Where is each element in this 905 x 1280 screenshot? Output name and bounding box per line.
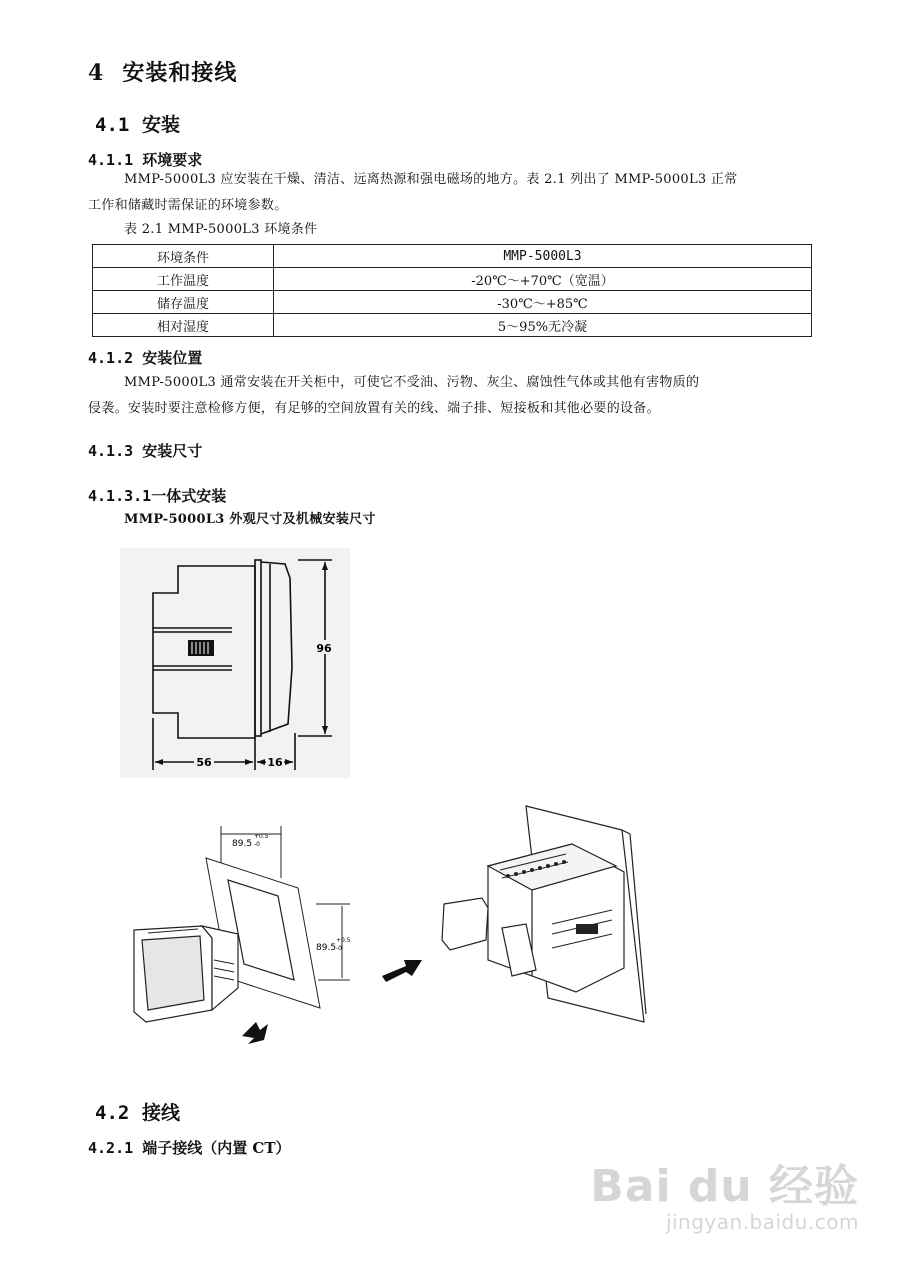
- heading-4-1-2: [88, 347, 202, 368]
- dim-height-label: 96: [316, 642, 332, 655]
- table-cell: 储存温度: [93, 291, 274, 314]
- table-cell: -30℃～+85℃: [274, 291, 812, 314]
- dim-cutout-height: 89.5: [316, 943, 337, 953]
- heading-number: 4.1.2: [88, 349, 134, 367]
- paragraph-line: 侵袭。安装时要注意检修方便，有足够的空间放置有关的线、端子排、短接板和其他必要的设备。: [88, 401, 660, 416]
- subsection-heading-4-2: [95, 1098, 180, 1125]
- clip-mounting-drawing: [376, 800, 666, 1032]
- heading-number: 4.2.1: [88, 1139, 134, 1157]
- table-header-cell: 环境条件: [93, 245, 274, 268]
- dim-cutout-width: 89.5: [232, 839, 253, 849]
- heading-title: 一体式安装: [151, 487, 227, 505]
- figure-caption: MMP-5000L3 外观尺寸及机械安装尺寸: [124, 512, 376, 527]
- paragraph-line: MMP-5000L3 通常安装在开关柜中，可使它不受油、污物、灰尘、腐蚀性气体或其他有害物质的: [124, 375, 700, 390]
- dim-tol-plus: +0.5: [336, 937, 351, 944]
- table-header-cell: MMP-5000L3: [274, 245, 812, 268]
- dim-front-label: 16: [267, 756, 283, 769]
- side-view-drawing: [120, 548, 350, 778]
- section-heading: [88, 56, 237, 87]
- heading-number: 4.1.1: [88, 151, 134, 169]
- baidu-watermark: [590, 1150, 859, 1234]
- panel-cutout-drawing: [128, 818, 368, 1050]
- watermark-logo: Bai du 经验: [590, 1161, 859, 1212]
- dim-tol-minus: -0: [254, 841, 260, 848]
- heading-number: 4.1.3.1: [88, 487, 152, 505]
- heading-4-1-3-1: [88, 485, 226, 506]
- table-cell: 相对湿度: [93, 314, 274, 337]
- table-caption: 表 2.1 MMP-5000L3 环境条件: [124, 222, 318, 237]
- heading-title: 安装位置: [142, 349, 203, 367]
- meter-body: [134, 926, 238, 1022]
- table-row: [93, 268, 812, 291]
- heading-title: 环境要求: [142, 151, 203, 169]
- subsection-heading-4-1: [95, 110, 180, 137]
- heading-4-2-1: [88, 1137, 291, 1158]
- table-cell: -20℃～+70℃（宽温）: [274, 268, 812, 291]
- section-number: 4: [88, 60, 105, 86]
- table-row: [93, 291, 812, 314]
- paragraph-line: MMP-5000L3 应安装在干燥、清洁、远离热源和强电磁场的地方。表 2.1 列出了 MMP-5000L3 正常: [124, 172, 738, 187]
- paragraph-line: 工作和储藏时需保证的环境参数。: [88, 198, 288, 213]
- environment-table: [92, 244, 812, 337]
- dim-depth-label: 56: [196, 756, 212, 769]
- heading-title: 端子接线（内置 CT）: [142, 1139, 291, 1157]
- section-title: 安装和接线: [122, 60, 238, 86]
- heading-number: 4.1.3: [88, 442, 134, 460]
- watermark-url: jingyan.baidu.com: [665, 1210, 859, 1234]
- dim-tol-plus: +0.5: [254, 833, 269, 840]
- subsection-number: 4.2: [95, 1102, 130, 1124]
- table-cell: 工作温度: [93, 268, 274, 291]
- subsection-title: 安装: [141, 114, 180, 136]
- dim-tol-minus: -0: [336, 945, 342, 952]
- heading-4-1-3: [88, 440, 202, 461]
- attach-arrow-icon: [382, 960, 422, 982]
- table-cell: 5～95%无冷凝: [274, 314, 812, 337]
- heading-title: 安装尺寸: [142, 442, 203, 460]
- subsection-title: 接线: [141, 1102, 180, 1124]
- table-row: [93, 245, 812, 268]
- subsection-number: 4.1: [95, 114, 130, 136]
- table-row: [93, 314, 812, 337]
- insert-arrow-icon: [242, 1022, 268, 1044]
